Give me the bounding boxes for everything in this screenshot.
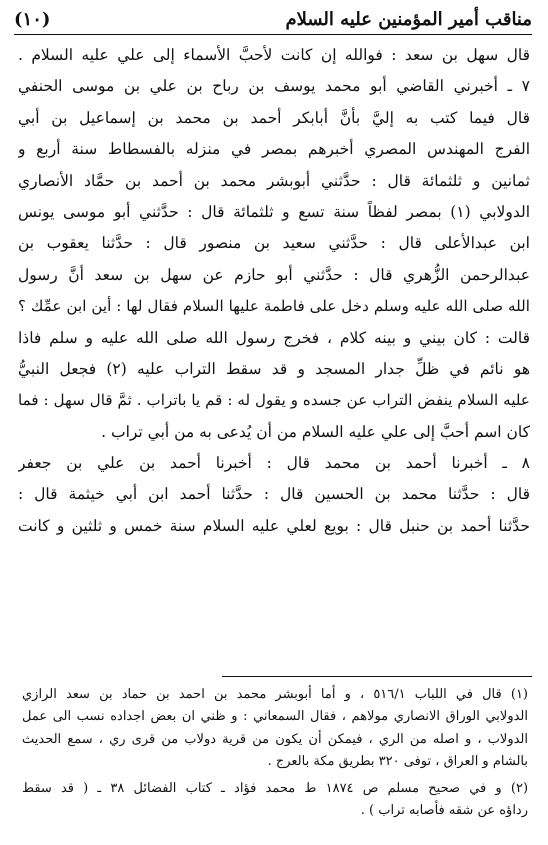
footnote-divider (222, 676, 532, 677)
text-line: حدَّثنا أحمد بن حنبل قال : بويع لعلي عليه السلام سنة خمس و ثلثين و كانت (18, 516, 530, 535)
footnote-line: (٢) و في صحيح مسلم ص ١٨٧٤ ط محمد فؤاد ـ كتاب الفضائل ٣٨ ـ ( قد سقط (22, 780, 528, 796)
text-line: ٨ ـ أخبرنا أحمد بن محمد قال : أخبرنا أحمد بن علي بن جعفر (18, 454, 530, 473)
text-line: قال : حدَّثنا محمد بن الحسين قال : حدَّثنا أحمد ابن أبي خيثمة قال : (18, 485, 530, 504)
text-line: هو نائم في ظلِّ جدار المسجد و قد سقط التراب عليه (٢) فجعل النبيُّ (18, 359, 530, 378)
text-line: الله صلى الله عليه وسلم دخل على فاطمة عليها السلام فقال لها : أين ابن عمِّك ؟ (18, 297, 530, 316)
footnote-line: (١) قال في اللباب ٥١٦/١ ، و أما أبوبشر محمد بن احمد بن حماد بن سعد الرازي (22, 687, 528, 702)
running-header (14, 4, 532, 34)
running-title: مناقب أمير المؤمنين عليه السلام (285, 8, 532, 30)
footnote-line: رداؤه عن شقه فأصابه تراب ) . (360, 802, 528, 818)
page-number: (١٠) (14, 8, 51, 30)
text-line: كان اسم أحبَّ إلى علي عليه السلام من أن يُدعى به من أبي تراب . (101, 422, 530, 441)
text-line: عبدالرحمن الزُّهري قال : حدَّثني أبو حازم عن سهل بن سعد أنَّ رسول (18, 265, 530, 284)
text-line: عليه السلام ينفض التراب عن جسده و يقول له : قم يا باتراب . ثمَّ قال سهل : فما (18, 391, 530, 410)
footnote-line: الدولابي الوراق الانصاري مولاهم ، فقال السمعاني : و ظني ان بعض اجداده نسب الى عمل (22, 709, 528, 725)
text-line: قالت : كان بيني و بينه كلام ، فخرج رسول الله صلى الله عليه و سلم فاذا (18, 328, 530, 347)
footnotes (22, 684, 528, 822)
text-line: قال سهل بن سعد : فوالله إن كانت لأحبَّ الأسماء إلى علي عليه السلام . (18, 46, 530, 64)
text-line: الفرج المهندس المصري أخبرهم بمصر في منزله بالفسطاط سنة أربع و (18, 140, 530, 159)
text-line: ٧ ـ أخبرني القاضي أبو محمد يوسف بن رباح بن علي بن موسى الحنفي (18, 77, 530, 96)
main-text (18, 40, 530, 542)
text-line: الدولابي (١) بمصر لفظاً سنة تسع و ثلثمائة قال : حدَّثني أبو موسى يونس (18, 202, 530, 221)
text-line: قال فيما كتب به إليَّ بأنَّ أبابكر أحمد بن محمد بن إسماعيل بن أبي (18, 108, 530, 127)
text-line: ابن عبدالأعلى قال : حدَّثني سعيد بن منصور قال : حدَّثنا يعقوب بن (18, 234, 530, 253)
footnote-line: الدولاب ، و اصله من الري ، فيمكن أن يكون من قرية دولاب من قرى ري ، سمع الحديث (22, 731, 528, 747)
text-line: ثمانين و ثلثمائة قال : حدَّثني أبوبشر محمد بن أحمد بن حمَّاد الأنصاري (18, 171, 530, 190)
footnote-line: بالشام و العراق ، توفى ٣٢٠ بطريق مكة بالعرج . (267, 754, 528, 770)
header-divider (14, 34, 532, 35)
